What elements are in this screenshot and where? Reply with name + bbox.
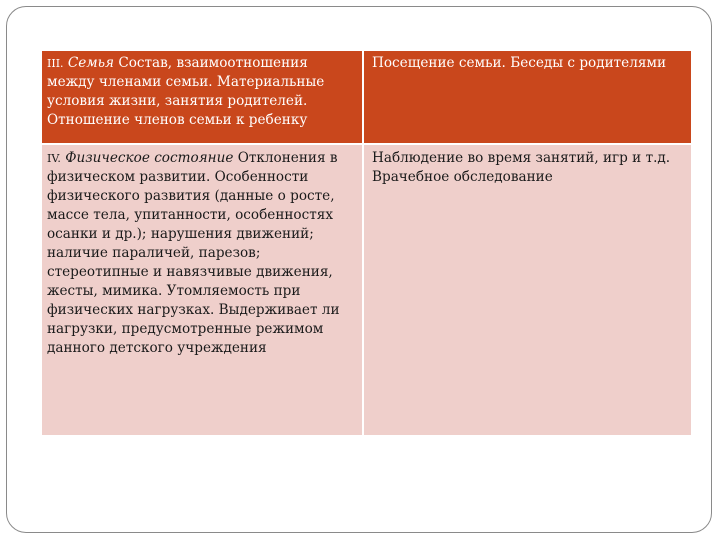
table-row xyxy=(42,51,691,143)
table-cell-method: Посещение семьи. Беседы с родителями xyxy=(364,51,691,143)
section-numeral: IV. xyxy=(47,152,61,165)
section-topic: Физическое состояние xyxy=(65,150,234,166)
table-row xyxy=(42,143,691,435)
table-cell-section xyxy=(42,51,364,143)
table-cell-section xyxy=(42,145,364,435)
slide-frame xyxy=(6,6,712,533)
section-numeral: III. xyxy=(47,57,64,70)
table-cell-method: Наблюдение во время занятий, игр и т.д. Врачебное обследование xyxy=(364,145,691,435)
section-text: Отклонения в физическом развитии. Особенности физического развития (данные о росте, массе тела, упитанности, особенностях осанки и др.); нарушения движений; наличие параличей, парезов; стереотипные и навязчивые движения, жесты, мимика. Утомляемость при физических нагрузках. Выдерживает ли нагрузки, предусмотренные режимом данного детского учреждения xyxy=(47,150,340,356)
section-text: Состав, взаимоотношения между членами семьи. Материальные условия жизни, занятия родителей. Отношение членов семьи к ребенку xyxy=(47,55,325,128)
content-table xyxy=(42,51,691,435)
section-topic: Семья xyxy=(67,55,114,71)
